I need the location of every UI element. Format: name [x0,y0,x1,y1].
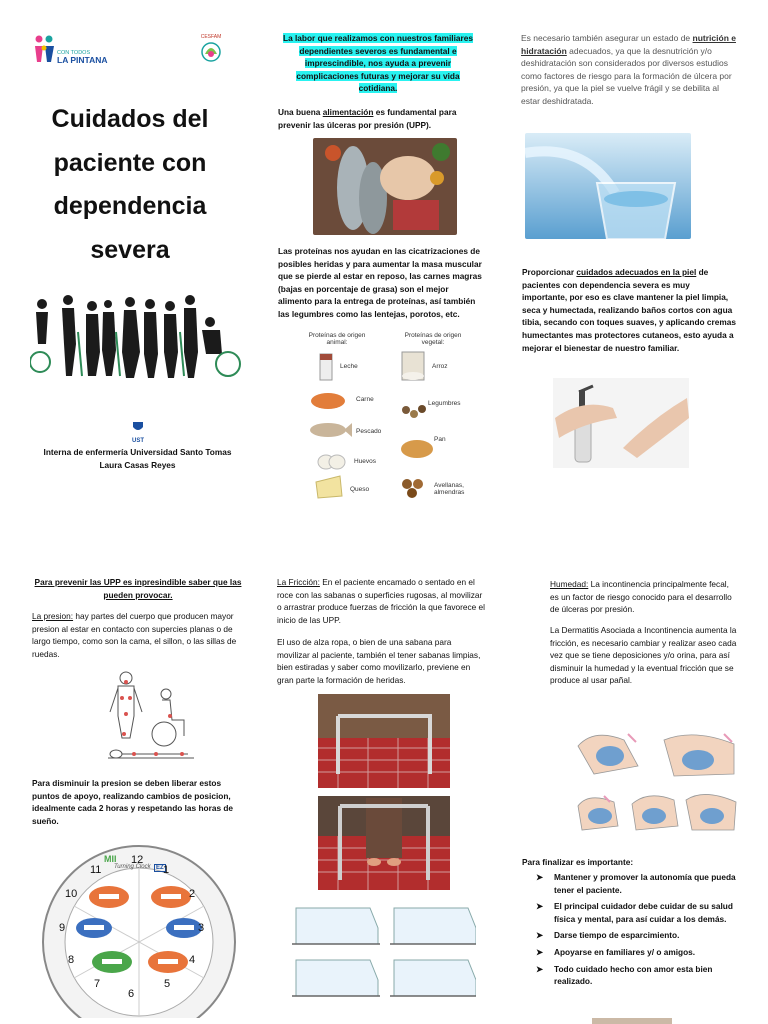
animal-item-eggs: Huevos [354,458,377,465]
intro-paragraph [278,32,478,95]
causes-heading: Para prevenir las UPP es inpresindible saber que las pueden provocar. [34,577,242,600]
sheet-diagram [290,900,476,1006]
meat-icon [310,392,346,410]
clock-number-3: 3 [198,922,205,934]
hydration-pre: Es necesario también asegurar un estado de [521,33,693,43]
final-item-text: Todo cuidado hecho con amor esta bien realizado. [554,963,713,987]
leaf-icon [196,40,226,64]
bed-cradle-photo-2 [318,796,450,890]
logo-small-text: CON TODOS [57,50,91,56]
hydration-paragraph [521,32,737,108]
hydration-post: adecuados, ya que la desnutrición y/o deshidratación son considerados por diversos estudios como factores de riesgo para la formación de úlcera por presión, ya que la piel se vuelve frágil y se debilita al estar deshidratada. [521,45,732,106]
clock-number-11: 11 [90,864,102,876]
final-list-item [522,946,736,959]
eggs-icon [316,452,346,470]
logo-main-text: LA PINTANA [57,55,108,65]
clock-number-1: 1 [163,864,170,876]
bed-cradle-photo-1 [318,694,450,788]
animal-item-fish: Pescado [356,428,382,435]
vegetal-item-legumes: Legumbres [428,400,461,407]
final-list-item [522,963,736,988]
final-list-item [522,929,736,942]
legumes-icon [400,402,428,422]
clock-number-7: 7 [94,978,101,990]
arrow-icon: ➤ [536,963,543,974]
milk-icon [318,350,334,382]
pressure-text: hay partes del cuerpo que producen mayor presion al estar en contacto con supercies planas o de largo tiempo, como son la cama, el sillon, o las sillas de ruedas. [32,611,237,659]
friction-paragraph [277,576,485,626]
humidity-paragraph [550,578,740,616]
family-logo-icon [33,34,57,64]
arrow-icon: ➤ [536,901,543,912]
pressure-keyword: La presion: [32,611,74,621]
final-item-text: El principal cuidador debe cuidar de su salud física y mental, para así cuidar a los demás. [554,901,733,924]
pressure-paragraph [32,610,244,660]
skin-care-paragraph [522,266,736,354]
clock-number-2: 2 [189,888,196,900]
university-logo [128,420,148,444]
skin-post: de pacientes con dependencia severa es muy importante, por eso es clave mantener la piel limpia, seca y humectada, realizando baños cortos con agua tibia, secando con toques suaves, y aplicando cremas humectantes mas protectores cutaneos, esto ayuda a mejorar el bienestar de nuestro familiar. [522,267,736,353]
vegetal-item-nuts: Avellanas, almendras [434,482,465,496]
author-affiliation: Interna de enfermería Universidad Santo Tomas [43,447,232,457]
vegetal-protein-heading: Proteínas de origen vegetal: [404,332,462,346]
final-list [522,871,736,992]
cesfam-logo-text: CESFAM [200,34,222,40]
clock-ez-badge: EZ [156,865,164,871]
final-item-text: Apoyarse en familiares y/ o amigos. [554,946,696,957]
vegetal-item-bread: Pan [434,436,446,443]
pressure-points-illustration [104,668,200,768]
animal-item-cheese: Queso [350,486,370,493]
title-line-3: dependencia [53,192,207,220]
clock-number-9: 9 [59,922,66,934]
nutrition-paragraph [278,106,478,131]
final-list-item [522,900,736,925]
clock-number-12: 12 [131,854,144,866]
bottom-photo-fragment [592,1018,672,1024]
animal-item-milk: Leche [340,363,358,370]
skin-pre: Proporcionar [522,267,577,277]
cesfam-logo [196,34,226,66]
water-glass-photo [525,133,691,239]
animal-protein-heading: Proteínas de origen animal: [308,332,366,346]
nutrition-post: es fundamental para prevenir las úlceras por presión (UPP). [278,107,457,130]
food-photo [313,138,457,235]
title-line-2: paciente con [53,148,207,177]
clock-number-6: 6 [128,988,135,1000]
nutrition-pre: Una buena [278,107,323,117]
silhouettes-illustration [30,292,245,382]
rice-icon [400,350,426,382]
hydration-keyword: nutrición e hidratación [521,33,736,56]
title-line-4: severa [90,235,170,264]
arrow-icon: ➤ [536,946,543,957]
author-name: Laura Casas Reyes [99,459,176,470]
title-line-1: Cuidados del [51,105,209,133]
clothing-paragraph: El uso de alza ropa, o bien de una sabana para movilizar al paciente, también el tener sabanas limpias, bien estiradas y saber como movilizarlo, previene en gran parte la formación de heridas. [277,637,481,685]
hands-lotion-photo [553,378,689,468]
proteins-paragraph: Las proteínas nos ayudan en las cicatrizaciones de posibles heridas y para aumentar la masa muscular que se pierde al estar en reposo, las carnes magras (bajas en porcentaje de grasa) son el mejor alimento para la entrega de proteínas, así también las legumbres como las lentejas, porotos, etc. [278,246,482,319]
diaper-change-illustration [574,726,738,840]
turning-clock [34,842,244,1018]
municipality-logo [33,34,113,68]
nutrition-keyword: alimentación [322,107,374,117]
friction-text: En el paciente encamado o sentado en el roce con las sabanas o superficies rugosas, al movilizar o arrastrar produce fuerzas de fricción la que favorece el inicio de las UPP. [277,577,485,625]
arrow-icon: ➤ [536,930,543,941]
final-item-text: Mantener y promover la autonomía que pueda tener el paciente. [554,872,736,895]
humidity-text: La incontinencia principalmente fecal, es un factor de riesgo conocido para el desarrollo de úlceras por presión. [550,579,732,615]
clock-number-5: 5 [164,978,171,990]
final-heading: Para finalizar es importante: [522,857,634,867]
final-item-text: Darse tiempo de esparcimiento. [554,930,680,941]
clock-number-10: 10 [65,888,78,900]
shield-icon [132,421,144,433]
intro-highlight: La labor que realizamos con nuestros familiares dependientes severos es fundamental e imprescindible, nos ayuda a prevenir complicaciones futuras y mejorar su vida cotidiana. [283,33,473,94]
friction-keyword: La Fricción: [277,577,320,587]
nuts-icon [400,476,430,500]
clock-title: Turning Clock [114,864,151,870]
clock-brand: MII [104,854,117,864]
cheese-icon [314,474,344,500]
bread-icon [400,438,434,460]
page-title [30,98,230,272]
university-logo-text: UST [132,438,144,444]
animal-item-meat: Carne [356,396,374,403]
final-list-item [522,871,736,896]
relieve-paragraph: Para disminuir la presion se deben liberar estos puntos de apoyo, realizando cambios de posicion, idealmente cada 2 horas y respetando las horas de sueño. [32,778,234,826]
protein-chart [300,330,480,508]
dermatitis-paragraph: La Dermatitis Asociada a Incontinencia aumenta la fricción, es necesario cambiar y realizar aseo cada vez que se tiene deposiciones y/o orina, para así disminuir la humedad y la eventual fricción que se produce al usar pañal. [550,625,737,686]
fish-icon [308,420,352,440]
arrow-icon: ➤ [536,872,543,882]
vegetal-item-rice: Arroz [432,363,448,370]
clock-number-4: 4 [189,954,196,966]
humidity-keyword: Humedad: [550,579,589,589]
clock-number-8: 8 [68,954,75,966]
skin-keyword: cuidados adecuados en la piel [576,267,697,277]
author-block [30,446,245,471]
